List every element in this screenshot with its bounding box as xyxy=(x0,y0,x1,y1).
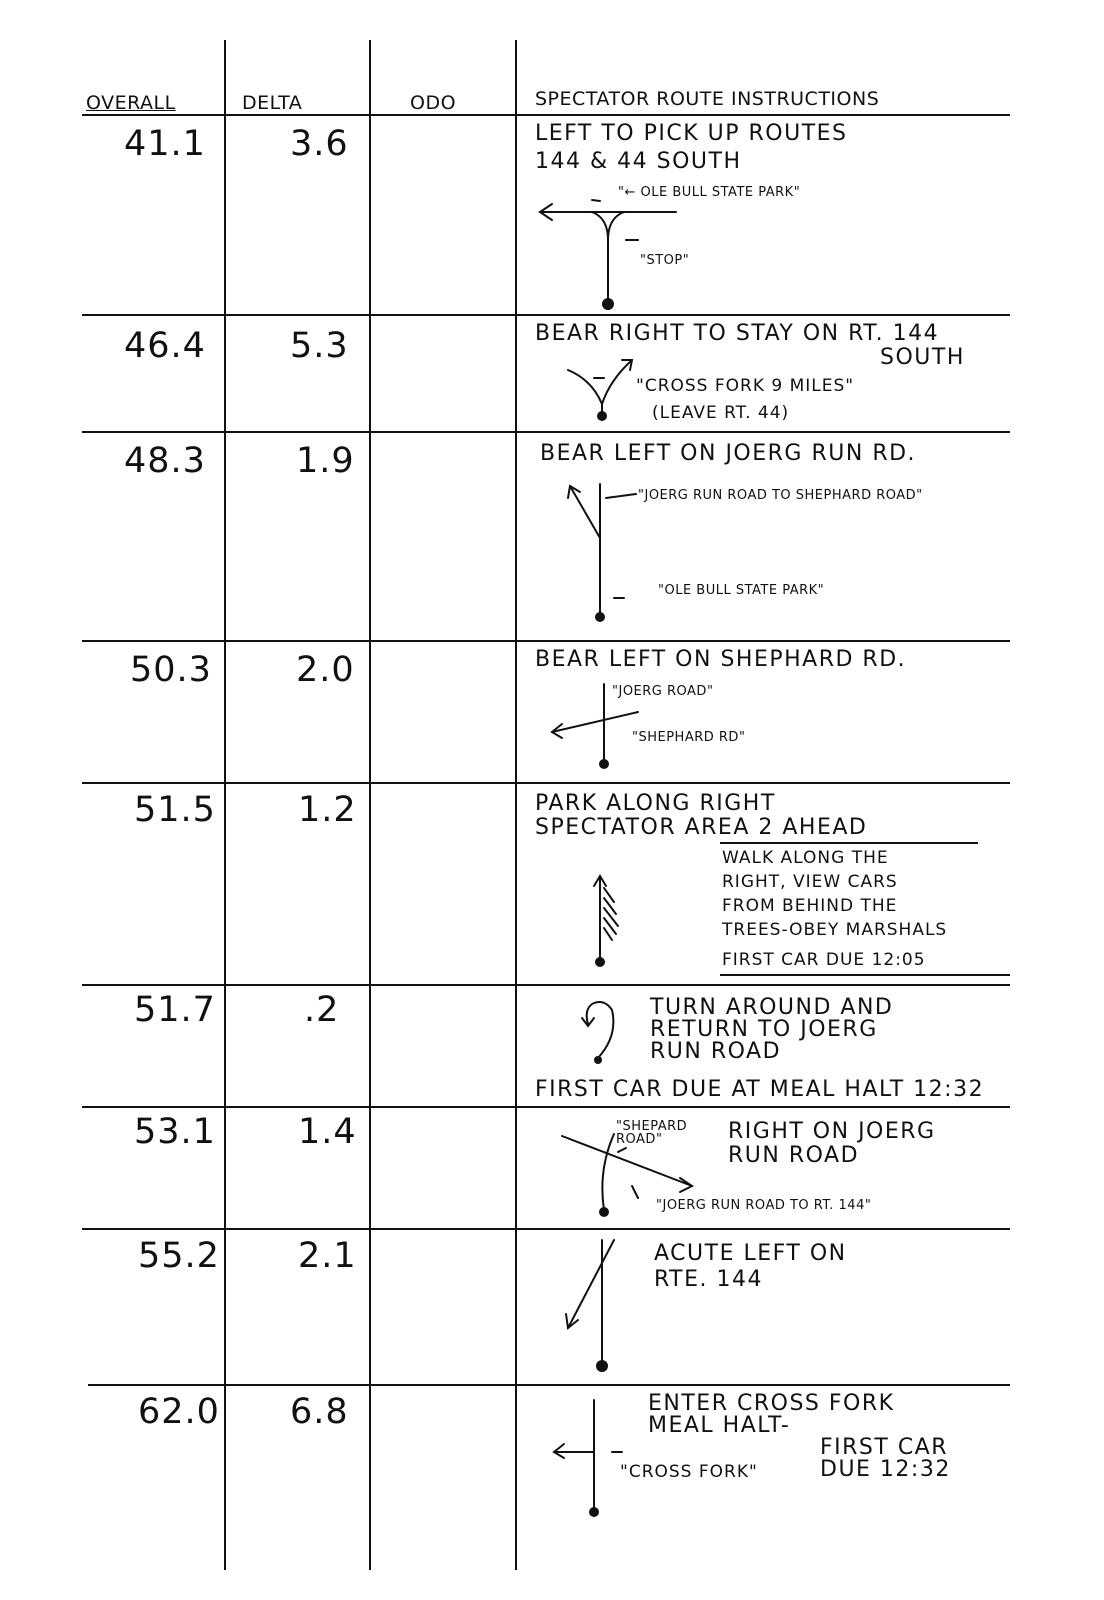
instruction-line: SOUTH xyxy=(880,345,965,370)
sign-label: "SHEPHARD RD" xyxy=(632,730,746,745)
instruction-line: RIGHT ON JOERG xyxy=(728,1119,936,1144)
delta-value: 1.4 xyxy=(298,1112,357,1152)
instruction-line: PARK ALONG RIGHT xyxy=(535,791,776,816)
delta-value: 2.1 xyxy=(298,1236,357,1276)
sign-label: (LEAVE RT. 44) xyxy=(652,403,790,423)
instruction-line: 144 & 44 SOUTH xyxy=(535,149,742,174)
overall-value: 41.1 xyxy=(124,124,206,164)
note-line: FIRST CAR DUE 12:05 xyxy=(722,950,926,970)
route-diagram-acute-left xyxy=(560,1236,630,1376)
column-divider-odo-instructions xyxy=(515,40,517,1570)
instruction-line: RTE. 144 xyxy=(654,1267,764,1292)
instruction-line: TURN AROUND AND xyxy=(650,995,894,1020)
sign-label: "OLE BULL STATE PARK" xyxy=(658,583,825,598)
instruction-line: LEFT TO PICK UP ROUTES xyxy=(535,121,848,146)
row-divider xyxy=(82,1228,1010,1230)
overall-value: 48.3 xyxy=(124,441,206,481)
delta-value: 1.9 xyxy=(296,441,355,481)
route-diagram-t-junction xyxy=(540,200,680,310)
column-divider-delta-odo xyxy=(369,40,371,1570)
instruction-line: RUN ROAD xyxy=(728,1143,860,1168)
overall-value: 55.2 xyxy=(138,1236,220,1276)
route-diagram-fork-right xyxy=(566,356,646,426)
route-diagram-park-right xyxy=(590,872,630,972)
sign-label: "JOERG ROAD" xyxy=(612,684,714,699)
sign-label: "JOERG RUN ROAD TO SHEPHARD ROAD" xyxy=(638,488,923,503)
row-divider xyxy=(82,640,1010,642)
route-diagram-u-turn xyxy=(578,996,628,1066)
note-rule xyxy=(720,842,978,844)
row-divider xyxy=(82,782,1010,784)
sign-label: "CROSS FORK" xyxy=(620,1462,758,1482)
note-line: WALK ALONG THE xyxy=(722,848,889,868)
footer-line: FIRST CAR DUE AT MEAL HALT 12:32 xyxy=(535,1077,985,1102)
note-rule xyxy=(720,974,1010,976)
row-divider xyxy=(88,1384,1010,1386)
header-overall: OVERALL xyxy=(86,92,176,114)
instruction-line: ENTER CROSS FORK xyxy=(648,1391,895,1416)
delta-value: 2.0 xyxy=(296,650,355,690)
row-divider xyxy=(82,314,1010,316)
instruction-line: BEAR LEFT ON SHEPHARD RD. xyxy=(535,647,907,672)
note-line: FROM BEHIND THE xyxy=(722,896,898,916)
sign-label: "STOP" xyxy=(640,253,690,268)
route-diagram-bear-left xyxy=(560,480,650,620)
route-diagram-cross-right xyxy=(560,1130,700,1220)
note-line: RIGHT, VIEW CARS xyxy=(722,872,898,892)
instruction-line: MEAL HALT- xyxy=(648,1413,791,1438)
instruction-line: ACUTE LEFT ON xyxy=(654,1241,847,1266)
overall-value: 53.1 xyxy=(134,1112,216,1152)
instruction-line: RETURN TO JOERG xyxy=(650,1017,878,1042)
sign-label: "CROSS FORK 9 MILES" xyxy=(636,376,855,396)
route-diagram-crossing-left xyxy=(550,680,640,770)
column-divider-overall-delta xyxy=(224,40,226,1570)
delta-value: 5.3 xyxy=(290,326,349,366)
overall-value: 51.7 xyxy=(134,990,216,1030)
delta-value: 3.6 xyxy=(290,124,349,164)
header-delta: DELTA xyxy=(242,92,303,114)
instruction-line: BEAR RIGHT TO STAY ON RT. 144 xyxy=(535,321,940,346)
overall-value: 51.5 xyxy=(134,790,216,830)
note-line: FIRST CAR xyxy=(820,1435,949,1460)
delta-value: 1.2 xyxy=(298,790,357,830)
note-line: DUE 12:32 xyxy=(820,1457,951,1482)
sign-label: "← OLE BULL STATE PARK" xyxy=(618,185,801,200)
row-divider xyxy=(82,431,1010,433)
header-instructions: SPECTATOR ROUTE INSTRUCTIONS xyxy=(535,88,880,110)
overall-value: 62.0 xyxy=(138,1392,220,1432)
overall-value: 46.4 xyxy=(124,326,206,366)
overall-value: 50.3 xyxy=(130,650,212,690)
instruction-line: SPECTATOR AREA 2 AHEAD xyxy=(535,815,868,840)
sign-label: "SHEPARD ROAD" xyxy=(616,1119,688,1147)
route-diagram-t-left xyxy=(550,1396,640,1526)
sign-label: "JOERG RUN ROAD TO RT. 144" xyxy=(656,1198,872,1213)
row-divider xyxy=(82,984,1010,986)
note-line: TREES-OBEY MARSHALS xyxy=(722,920,948,940)
header-rule xyxy=(82,114,1010,116)
header-odo: ODO xyxy=(410,92,457,114)
delta-value: .2 xyxy=(304,990,340,1030)
delta-value: 6.8 xyxy=(290,1392,349,1432)
row-divider xyxy=(82,1106,1010,1108)
instruction-line: RUN ROAD xyxy=(650,1039,782,1064)
instruction-line: BEAR LEFT ON JOERG RUN RD. xyxy=(540,441,917,466)
